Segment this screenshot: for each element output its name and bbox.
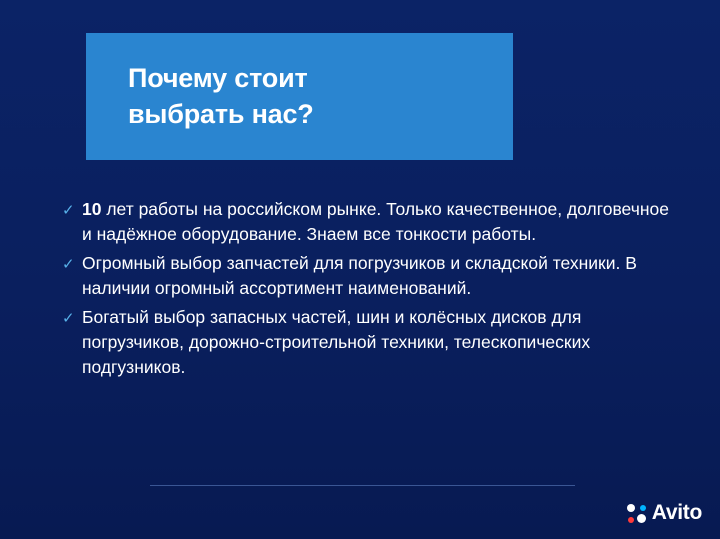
watermark-label: Avito	[651, 501, 702, 524]
list-item	[62, 251, 674, 301]
watermark	[627, 501, 702, 525]
list-item	[62, 305, 674, 380]
title-block	[86, 33, 513, 160]
title-line-1: Почему стоит	[128, 62, 308, 93]
list-item-text	[82, 305, 674, 380]
list-item	[62, 197, 674, 247]
list-item-text	[82, 197, 674, 247]
list-item-body: Огромный выбор запчастей для погрузчиков и складской техники. В наличии огромный ассортимент наименований.	[82, 253, 637, 298]
title-line-2: выбрать нас?	[128, 98, 314, 129]
list-item-lead: 10	[82, 199, 102, 219]
check-icon: ✓	[62, 256, 75, 273]
list-item-body: Богатый выбор запасных частей, шин и колёсных дисков для погрузчиков, дорожно-строительной техники, телескопических подгузников.	[82, 307, 591, 377]
list-item-text	[82, 251, 674, 301]
check-icon: ✓	[62, 310, 75, 327]
list-item-body: лет работы на российском рынке. Только качественное, долговечное и надёжное оборудование. Знаем все тонкости работы.	[82, 199, 669, 244]
bullet-list	[62, 197, 674, 384]
check-icon: ✓	[62, 202, 75, 219]
avito-dots-icon	[627, 504, 646, 523]
divider	[150, 485, 575, 486]
